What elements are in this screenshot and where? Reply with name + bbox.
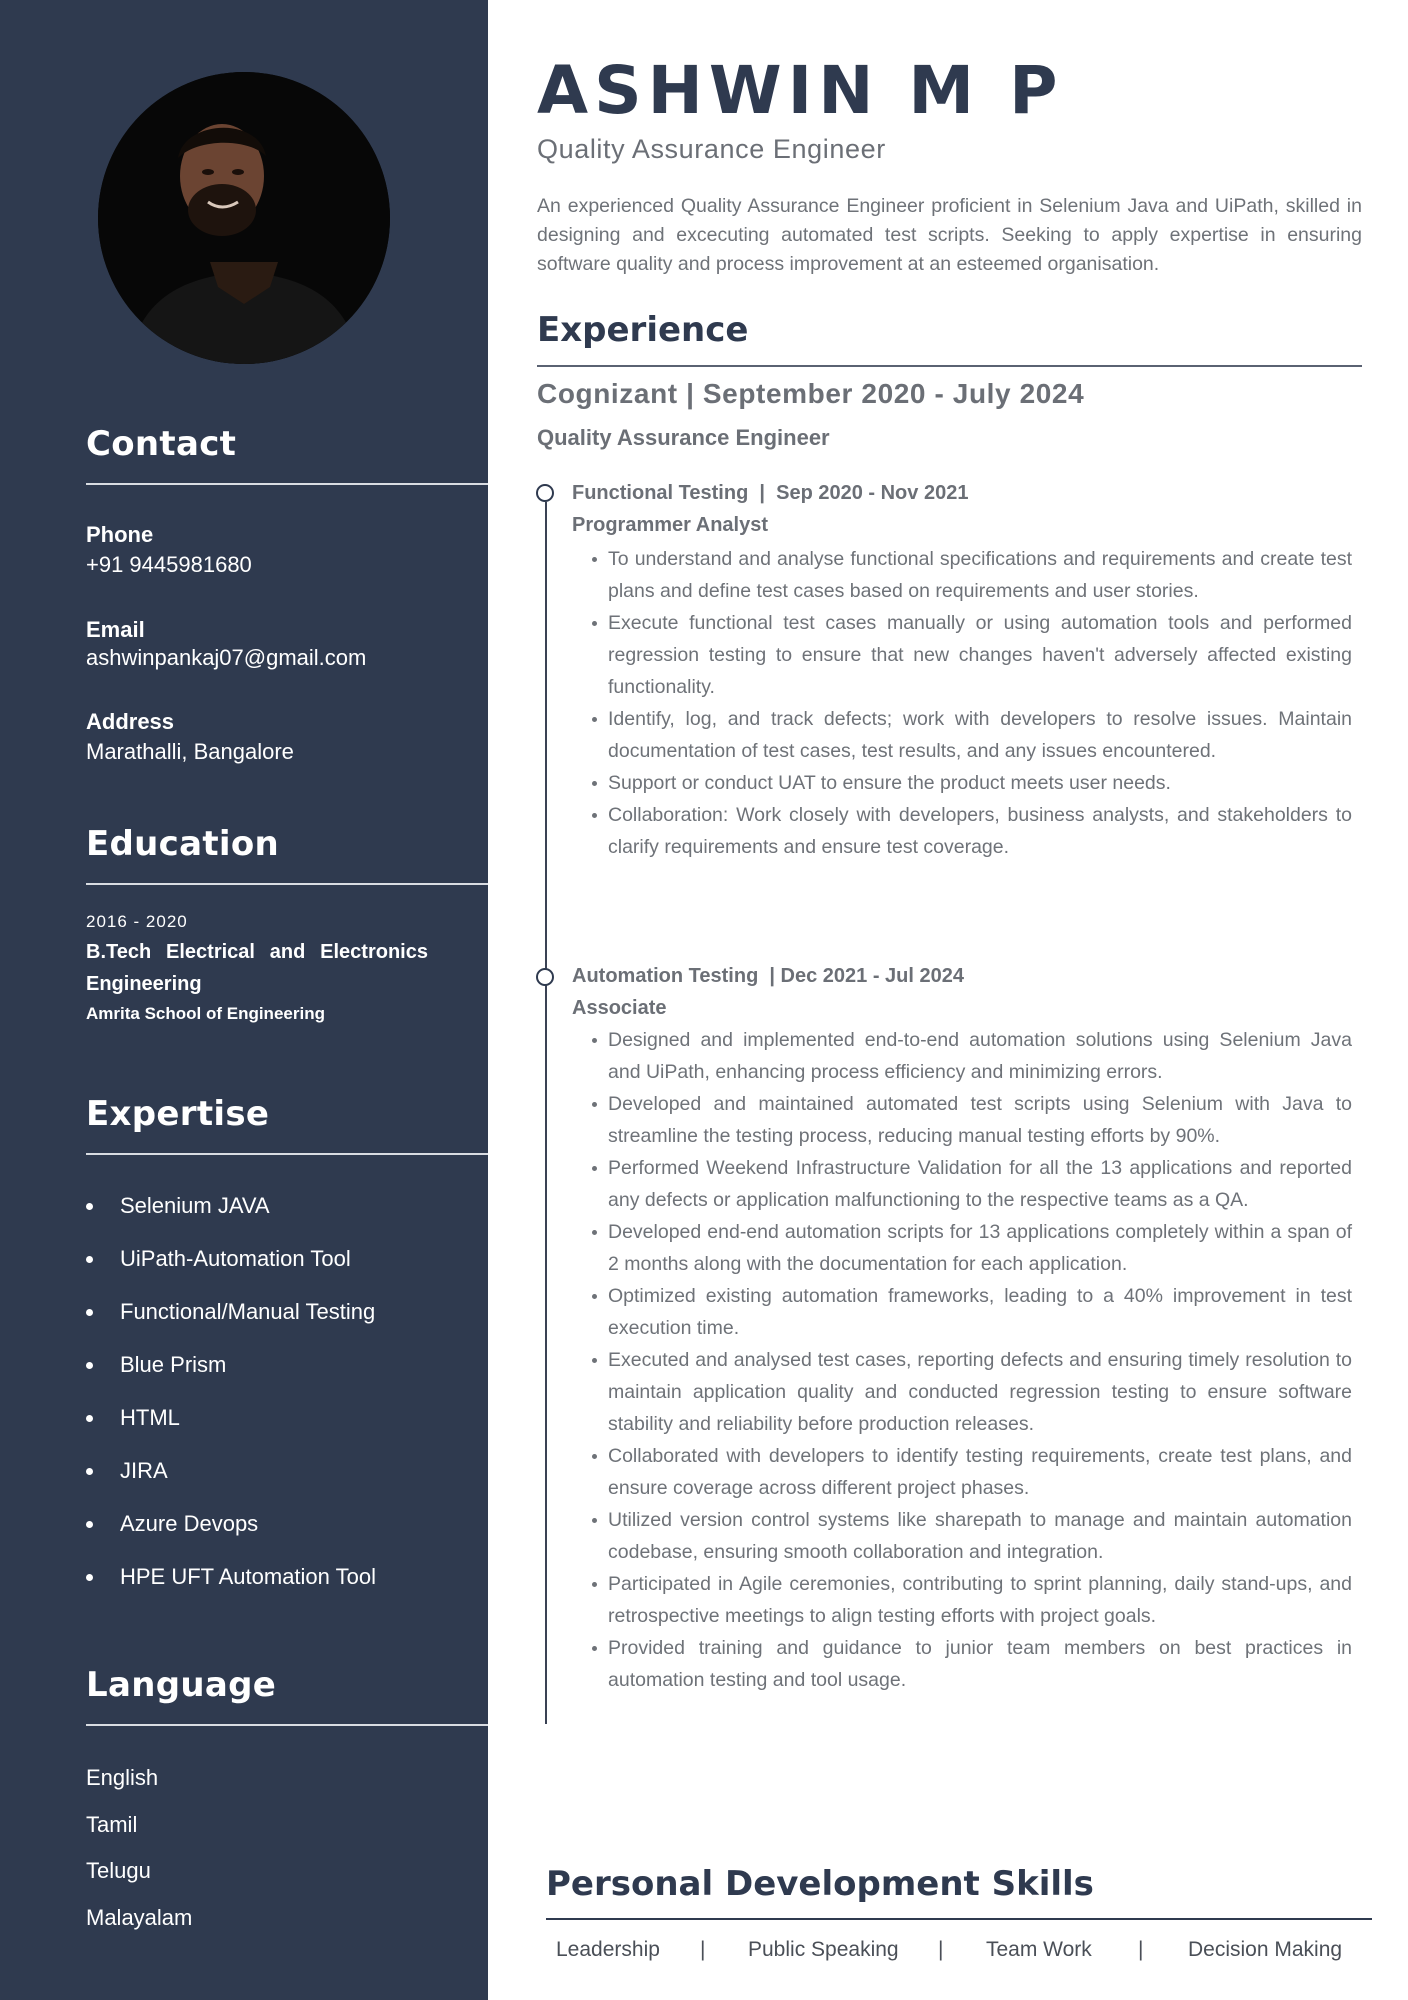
list-item: Telugu bbox=[86, 1858, 151, 1883]
profile-photo bbox=[98, 72, 390, 364]
expertise-list bbox=[86, 1184, 376, 1608]
list-item: To understand and analyse functional specifications and requirements and create test plans and define test cases based on requirements and user stories. bbox=[572, 543, 1352, 607]
list-item: Support or conduct UAT to ensure the product meets user needs. bbox=[572, 767, 1352, 799]
personal-development-divider bbox=[546, 1918, 1372, 1920]
skill-separator: | bbox=[938, 1938, 944, 1961]
contact-heading: Contact bbox=[86, 424, 237, 464]
bullet-icon bbox=[86, 1362, 93, 1369]
list-item: Performed Weekend Infrastructure Validation for all the 13 applications and reported any defects or application malfunctioning to the respective teams as a QA. bbox=[572, 1152, 1352, 1216]
phone-value: +91 9445981680 bbox=[86, 552, 252, 577]
list-item: Collaboration: Work closely with developers, business analysts, and stakeholders to clarify requirements and ensure test coverage. bbox=[572, 799, 1352, 863]
list-item: Tamil bbox=[86, 1811, 138, 1837]
bullet-icon bbox=[86, 1521, 93, 1528]
timeline-node-icon bbox=[536, 968, 554, 986]
candidate-name: ASHWIN M P bbox=[537, 52, 1064, 129]
bullet-icon bbox=[592, 1038, 597, 1043]
bullet-icon bbox=[592, 1294, 597, 1299]
bullet-icon bbox=[592, 1230, 597, 1235]
phone-label: Phone bbox=[86, 522, 154, 547]
sidebar bbox=[0, 0, 488, 2000]
job-bullets bbox=[572, 1024, 1352, 1696]
bullet-icon bbox=[592, 1518, 597, 1523]
bullet-icon bbox=[86, 1203, 93, 1210]
experience-divider bbox=[537, 365, 1362, 367]
list-item: JIRA bbox=[86, 1449, 376, 1502]
bullet-icon bbox=[592, 1102, 597, 1107]
timeline-node-icon bbox=[536, 484, 554, 502]
job-subtitle: Associate bbox=[572, 997, 667, 1019]
email-label: Email bbox=[86, 617, 145, 642]
bullet-icon bbox=[592, 1582, 597, 1587]
list-item: Malayalam bbox=[86, 1904, 193, 1930]
job-bullets bbox=[572, 543, 1352, 863]
address-label: Address bbox=[86, 709, 175, 734]
list-item: Provided training and guidance to junior team members on best practices in automation testing and tool usage. bbox=[572, 1632, 1352, 1696]
language-list bbox=[86, 1758, 192, 1944]
bullet-icon bbox=[86, 1309, 93, 1316]
bullet-icon bbox=[592, 621, 597, 626]
experience-heading: Experience bbox=[537, 310, 749, 350]
bullet-icon bbox=[86, 1468, 93, 1475]
bullet-icon bbox=[86, 1415, 93, 1422]
skill-separator: | bbox=[700, 1938, 706, 1961]
list-item: Executed and analysed test cases, reporting defects and ensuring timely resolution to maintain application quality and conducted regression testing to ensure software stability and reliability before production releases. bbox=[572, 1344, 1352, 1440]
company-line: Cognizant | September 2020 - July 2024 bbox=[537, 378, 1085, 409]
language-heading: Language bbox=[86, 1665, 277, 1705]
company-role: Quality Assurance Engineer bbox=[537, 425, 830, 450]
candidate-role: Quality Assurance Engineer bbox=[537, 134, 886, 164]
expertise-heading: Expertise bbox=[86, 1094, 270, 1134]
bullet-icon bbox=[592, 717, 597, 722]
education-degree: B.Tech Electrical and Electronics Engineering bbox=[86, 941, 428, 995]
list-item: Functional/Manual Testing bbox=[86, 1290, 376, 1343]
list-item: Designed and implemented end-to-end automation solutions using Selenium Java and UiPath, enhancing process efficiency and minimizing errors. bbox=[572, 1024, 1352, 1088]
education-divider bbox=[86, 883, 488, 885]
list-item: Optimized existing automation frameworks, leading to a 40% improvement in test execution time. bbox=[572, 1280, 1352, 1344]
list-item: UiPath-Automation Tool bbox=[86, 1237, 376, 1290]
bullet-icon bbox=[592, 781, 597, 786]
list-item: Identify, log, and track defects; work with developers to resolve issues. Maintain documentation of test cases, test results, and any issues encountered. bbox=[572, 703, 1352, 767]
list-item: Collaborated with developers to identify testing requirements, create test plans, and ensure coverage across different project phases. bbox=[572, 1440, 1352, 1504]
bullet-icon bbox=[592, 1646, 597, 1651]
education-heading: Education bbox=[86, 824, 280, 864]
job-title: Functional Testing | Sep 2020 - Nov 2021 bbox=[572, 482, 969, 504]
expertise-divider bbox=[86, 1153, 488, 1155]
list-item: Execute functional test cases manually or using automation tools and performed regression testing to ensure that new changes haven't adversely affected existing functionality. bbox=[572, 607, 1352, 703]
list-item: HTML bbox=[86, 1396, 376, 1449]
timeline-line bbox=[545, 502, 547, 1724]
list-item: Selenium JAVA bbox=[86, 1184, 376, 1237]
list-item: HPE UFT Automation Tool bbox=[86, 1555, 376, 1608]
skill-separator: | bbox=[1138, 1938, 1144, 1961]
email-value[interactable]: ashwinpankaj07@gmail.com bbox=[86, 645, 367, 670]
list-item: Developed end-end automation scripts for 13 applications completely within a span of 2 months along with the documentation for each application. bbox=[572, 1216, 1352, 1280]
list-item: Participated in Agile ceremonies, contributing to sprint planning, daily stand-ups, and retrospective meetings to align testing efforts with project goals. bbox=[572, 1568, 1352, 1632]
bullet-icon bbox=[592, 1358, 597, 1363]
bullet-icon bbox=[592, 813, 597, 818]
list-item: Utilized version control systems like sharepath to manage and maintain automation codebase, ensuring smooth collaboration and integration. bbox=[572, 1504, 1352, 1568]
bullet-icon bbox=[86, 1574, 93, 1581]
bullet-icon bbox=[86, 1256, 93, 1263]
skill-item: Decision Making bbox=[1188, 1938, 1343, 1961]
job-subtitle: Programmer Analyst bbox=[572, 514, 768, 536]
bullet-icon bbox=[592, 1166, 597, 1171]
profile-summary: An experienced Quality Assurance Engineer proficient in Selenium Java and UiPath, skilled in designing and excecuting automated test scripts. Seeking to apply expertise in ensuring software quality and process improvement at an esteemed organisation. bbox=[537, 195, 1362, 275]
list-item: English bbox=[86, 1765, 159, 1790]
bullet-icon bbox=[592, 557, 597, 562]
personal-development-heading: Personal Development Skills bbox=[546, 1864, 1094, 1904]
skill-item: Public Speaking bbox=[748, 1938, 899, 1961]
skill-item: Team Work bbox=[986, 1938, 1092, 1961]
education-school: Amrita School of Engineering bbox=[86, 1004, 325, 1023]
list-item: Azure Devops bbox=[86, 1502, 376, 1555]
contact-divider bbox=[86, 483, 488, 485]
education-years: 2016 - 2020 bbox=[86, 912, 188, 931]
list-item: Blue Prism bbox=[86, 1343, 376, 1396]
language-divider bbox=[86, 1724, 488, 1726]
list-item: Developed and maintained automated test scripts using Selenium with Java to streamline the testing process, reducing manual testing efforts by 90%. bbox=[572, 1088, 1352, 1152]
skill-item: Leadership bbox=[556, 1938, 660, 1961]
bullet-icon bbox=[592, 1454, 597, 1459]
address-value: Marathalli, Bangalore bbox=[86, 739, 294, 764]
job-title: Automation Testing | Dec 2021 - Jul 2024 bbox=[572, 965, 965, 987]
